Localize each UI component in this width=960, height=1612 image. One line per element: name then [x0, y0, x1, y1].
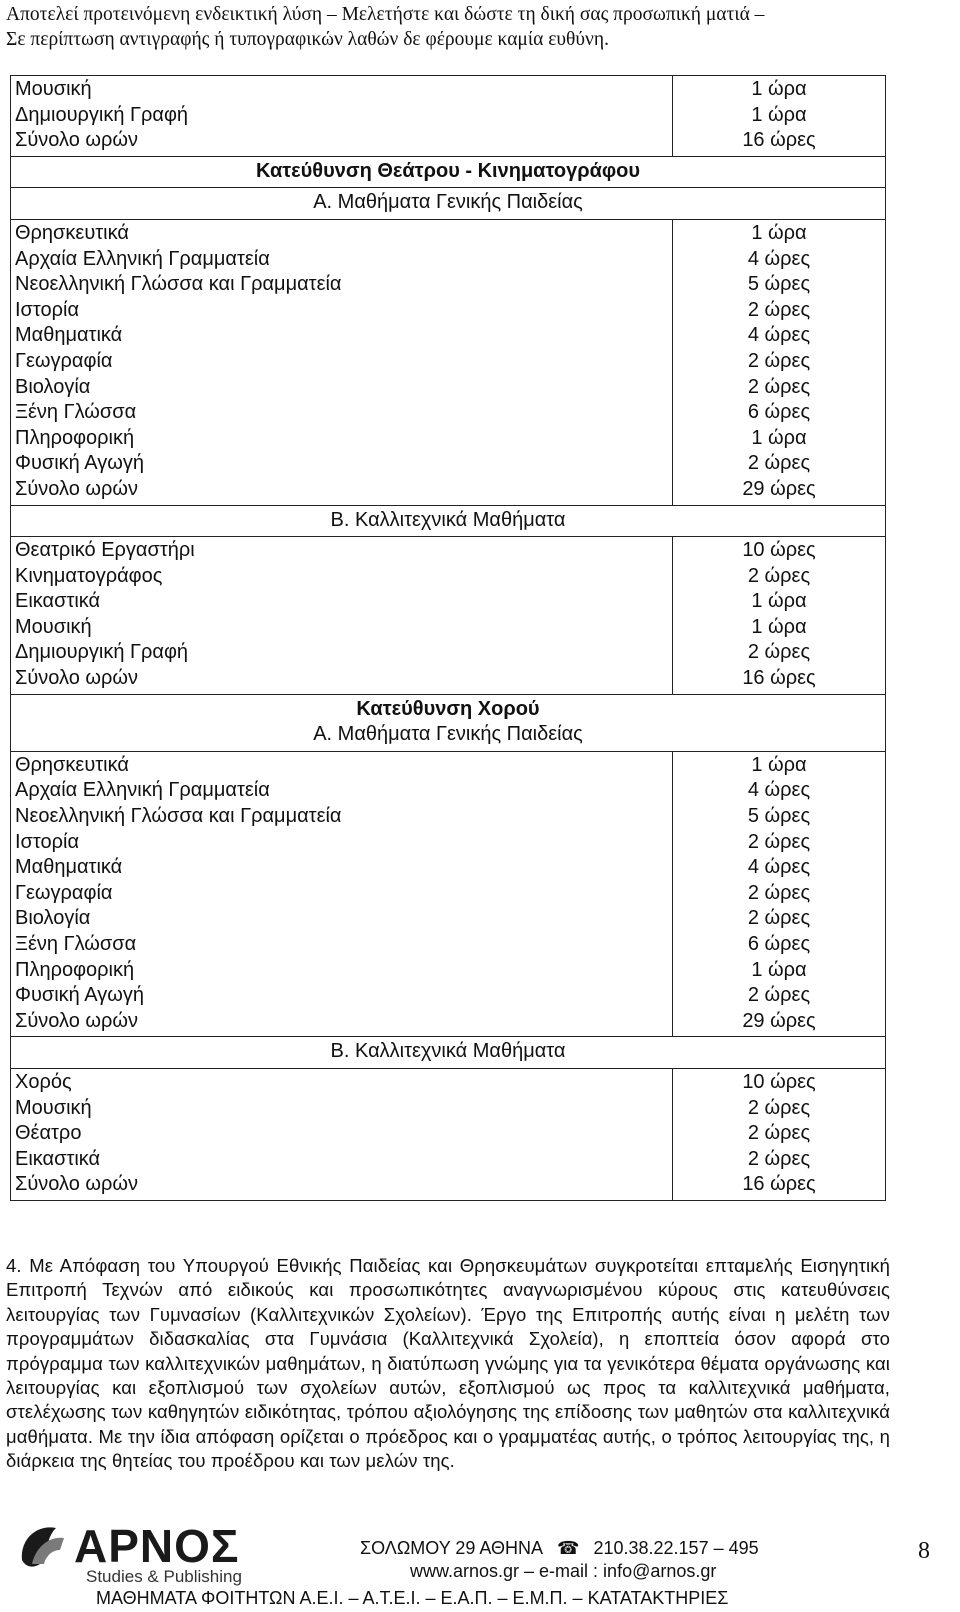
cell-line: 2 ώρες — [747, 881, 811, 904]
table-row — [11, 1068, 886, 1200]
table-row — [11, 188, 886, 220]
cell-line: 29 ώρες — [742, 477, 816, 500]
cell-line: 2 ώρες — [747, 349, 811, 372]
cell-line: 29 ώρες — [742, 1009, 816, 1032]
cell-line: Θέατρο — [15, 1122, 82, 1145]
cell-line: 4 ώρες — [747, 856, 811, 879]
cell-line: 2 ώρες — [747, 830, 811, 853]
cell-line: 1 ώρα — [751, 221, 807, 244]
cell-line: Μουσική — [15, 615, 92, 638]
table-row — [11, 537, 886, 695]
table-row — [11, 219, 886, 505]
cell-line: 6 ώρες — [747, 933, 811, 955]
cell-line: Φυσική Αγωγή — [15, 452, 144, 475]
cell-line: Ξένη Γλώσσα — [15, 933, 137, 955]
cell-line: 1 ώρα — [751, 78, 807, 100]
subsection-title-art: Β. Καλλιτεχνικά Μαθήματα — [11, 505, 886, 537]
cell-line: Θεατρικό Εργαστήρι — [15, 539, 195, 562]
cell-line: 2 ώρες — [747, 907, 811, 930]
cell-line: Εικαστικά — [15, 1147, 101, 1170]
hours-cell — [673, 751, 886, 1037]
cell-line: 10 ώρες — [742, 1070, 816, 1093]
cell-line: Μουσική — [15, 1096, 92, 1119]
cell-line: 1 ώρα — [751, 426, 807, 449]
table-row — [11, 694, 886, 751]
cell-line: Ιστορία — [15, 830, 80, 853]
cell-line: Αρχαία Ελληνική Γραμματεία — [15, 779, 270, 802]
cell-line: Θρησκευτικά — [15, 753, 129, 776]
cell-line: 16 ώρες — [742, 1173, 816, 1196]
cell-line: 2 ώρες — [747, 1122, 811, 1145]
cell-line: 5 ώρες — [747, 805, 811, 828]
cell-line: Σύνολο ωρών — [15, 667, 139, 690]
cell-line: 2 ώρες — [747, 564, 811, 587]
cell-line: 4 ώρες — [747, 324, 811, 347]
cell-line: Γεωγραφία — [15, 881, 113, 904]
phone-number: 210.38.22.157 – 495 — [593, 1538, 759, 1558]
table-row — [11, 505, 886, 537]
cell-line: 10 ώρες — [742, 539, 816, 562]
cell-line: 1 ώρα — [751, 615, 807, 638]
paragraph-4: 4. Με Απόφαση του Υπουργού Εθνικής Παιδείας και Θρησκευμάτων συγκροτείται επταμελής Εισηγητική Επιτροπή Τεχνών από ειδικούς και προσωπικότητες αναγνωρισμένου κύρους στις κατευθύνσεις λειτουργίας των Γυμνασίων (Καλλιτεχνικών Σχολείων). Έργο της Επιτροπής αυτής είναι η μελέτη των προγραμμάτων διδασκαλίας στα Γυμνάσια (Καλλιτεχνικά Σχολεία), η εποπτεία όσον αφορά στο πρόγραμμα των καλλιτεχνικών μαθημάτων, η διατύπωση γνώμης για τα γενικότερα θέματα οργάνωσης και λειτουργίας και εξοπλισμού των σχολείων αυτών, εξοπλισμού ως προς τα καλλιτεχνικά μαθήματα, στελέχωσης των καθηγητών ειδικότητας, τρόπου αξιολόγησης της επίδοσης των μαθητών στα καλλιτεχνικά μαθήματα. Με την ίδια απόφαση ορίζεται ο πρόεδρος και ο γραμματέας αυτής, ο τρόπος λειτουργίας της, η διάρκεια της θητείας του προέδρου και των μελών της. — [6, 1255, 890, 1472]
cell-line: 1 ώρα — [751, 958, 807, 981]
cell-line: Δημιουργική Γραφή — [15, 641, 189, 664]
cell-line: Αρχαία Ελληνική Γραμματεία — [15, 247, 270, 270]
bottom-title: ΜΑΘΗΜΑΤΑ ΦΟΙΤΗΤΩΝ Α.Ε.Ι. – Α.Τ.Ε.Ι. – Ε.Α.Π. – Ε.Μ.Π. – ΚΑΤΑΤΑΚΤΗΡΙΕΣ — [96, 1588, 729, 1608]
disclaimer — [6, 2, 946, 52]
cell-line: Σύνολο ωρών — [15, 1009, 139, 1032]
cell-line: Δημιουργική Γραφή — [15, 103, 189, 126]
section-title-dance — [11, 694, 886, 751]
cell-line: Ξένη Γλώσσα — [15, 401, 137, 424]
cell-line: Θρησκευτικά — [15, 221, 129, 244]
cell-line: Νεοελληνική Γλώσσα και Γραμματεία — [15, 805, 342, 828]
cell-line: Πληροφορική — [15, 426, 135, 449]
cell-line: Κινηματογράφος — [15, 564, 163, 587]
cell-line: 4 ώρες — [747, 247, 811, 270]
cell-line: 2 ώρες — [747, 298, 811, 321]
cell-line: Σύνολο ωρών — [15, 1173, 139, 1196]
cell-line: 1 ώρα — [751, 103, 807, 126]
logo-subtext: Studies & Publishing — [86, 1567, 242, 1586]
cell-line: Μαθηματικά — [15, 324, 123, 347]
section-title-theatre: Κατεύθυνση Θεάτρου - Κινηματογράφου — [11, 156, 886, 188]
hours-cell — [673, 219, 886, 505]
cell-line: Μουσική — [15, 78, 92, 100]
cell-line: Βιολογία — [15, 907, 91, 930]
subject-cell — [11, 751, 673, 1037]
subject-cell — [11, 537, 673, 695]
cell-line: 2 ώρες — [747, 375, 811, 398]
address: ΣΟΛΩΜΟΥ 29 ΑΘΗΝΑ — [360, 1538, 544, 1558]
cell-line: 1 ώρα — [751, 753, 807, 776]
web-email: www.arnos.gr – e-mail : info@arnos.gr — [410, 1561, 717, 1581]
arnos-logo — [16, 1520, 248, 1586]
cell-line: Φυσική Αγωγή — [15, 984, 144, 1007]
telephone-icon: ☎ — [557, 1538, 580, 1558]
table-row — [11, 76, 886, 157]
cell-line: 1 ώρα — [751, 590, 807, 613]
cell-line: 16 ώρες — [742, 667, 816, 690]
subject-cell — [11, 1068, 673, 1200]
subsection-title-general: Α. Μαθήματα Γενικής Παιδείας — [11, 188, 886, 220]
logo-text: ΑΡΝΟΣ — [74, 1520, 240, 1572]
subject-cell — [11, 76, 673, 157]
subsection-title-general: Α. Μαθήματα Γενικής Παιδείας — [313, 723, 583, 746]
cell-line: 16 ώρες — [742, 129, 816, 152]
curriculum-hours-table — [10, 75, 886, 1201]
cell-line: Πληροφορική — [15, 958, 135, 981]
cell-line: 2 ώρες — [747, 1147, 811, 1170]
subsection-title-art: Β. Καλλιτεχνικά Μαθήματα — [11, 1037, 886, 1069]
cell-line: 5 ώρες — [747, 273, 811, 296]
logo-mark-icon — [22, 1527, 64, 1566]
table-row — [11, 156, 886, 188]
disclaimer-line-2: Σε περίπτωση αντιγραφής ή τυπογραφικών λαθών δε φέρουμε καμία ευθύνη. — [6, 29, 609, 50]
page-number: 8 — [918, 1538, 930, 1564]
cell-line: 2 ώρες — [747, 1096, 811, 1119]
cell-line: Νεοελληνική Γλώσσα και Γραμματεία — [15, 273, 342, 296]
cell-line: Μαθηματικά — [15, 856, 123, 879]
cell-line: Σύνολο ωρών — [15, 477, 139, 500]
cell-line: 2 ώρες — [747, 984, 811, 1007]
cell-line: Γεωγραφία — [15, 349, 113, 372]
cell-line: Χορός — [15, 1070, 72, 1093]
hours-cell — [673, 76, 886, 157]
table-row — [11, 1037, 886, 1069]
cell-line: 6 ώρες — [747, 401, 811, 424]
disclaimer-line-1: Αποτελεί προτεινόμενη ενδεικτική λύση – Μελετήστε και δώστε τη δική σας προσωπική ματιά – — [6, 4, 765, 25]
subject-cell — [11, 219, 673, 505]
cell-line: Εικαστικά — [15, 590, 101, 613]
cell-line: 4 ώρες — [747, 779, 811, 802]
cell-line: 2 ώρες — [747, 452, 811, 475]
cell-line: Σύνολο ωρών — [15, 129, 139, 152]
section-title-dance-text: Κατεύθυνση Χορού — [356, 697, 540, 720]
hours-cell — [673, 537, 886, 695]
cell-line: 2 ώρες — [747, 641, 811, 664]
contact-info — [360, 1537, 800, 1583]
cell-line: Ιστορία — [15, 298, 80, 321]
table-row — [11, 751, 886, 1037]
cell-line: Βιολογία — [15, 375, 91, 398]
hours-cell — [673, 1068, 886, 1200]
